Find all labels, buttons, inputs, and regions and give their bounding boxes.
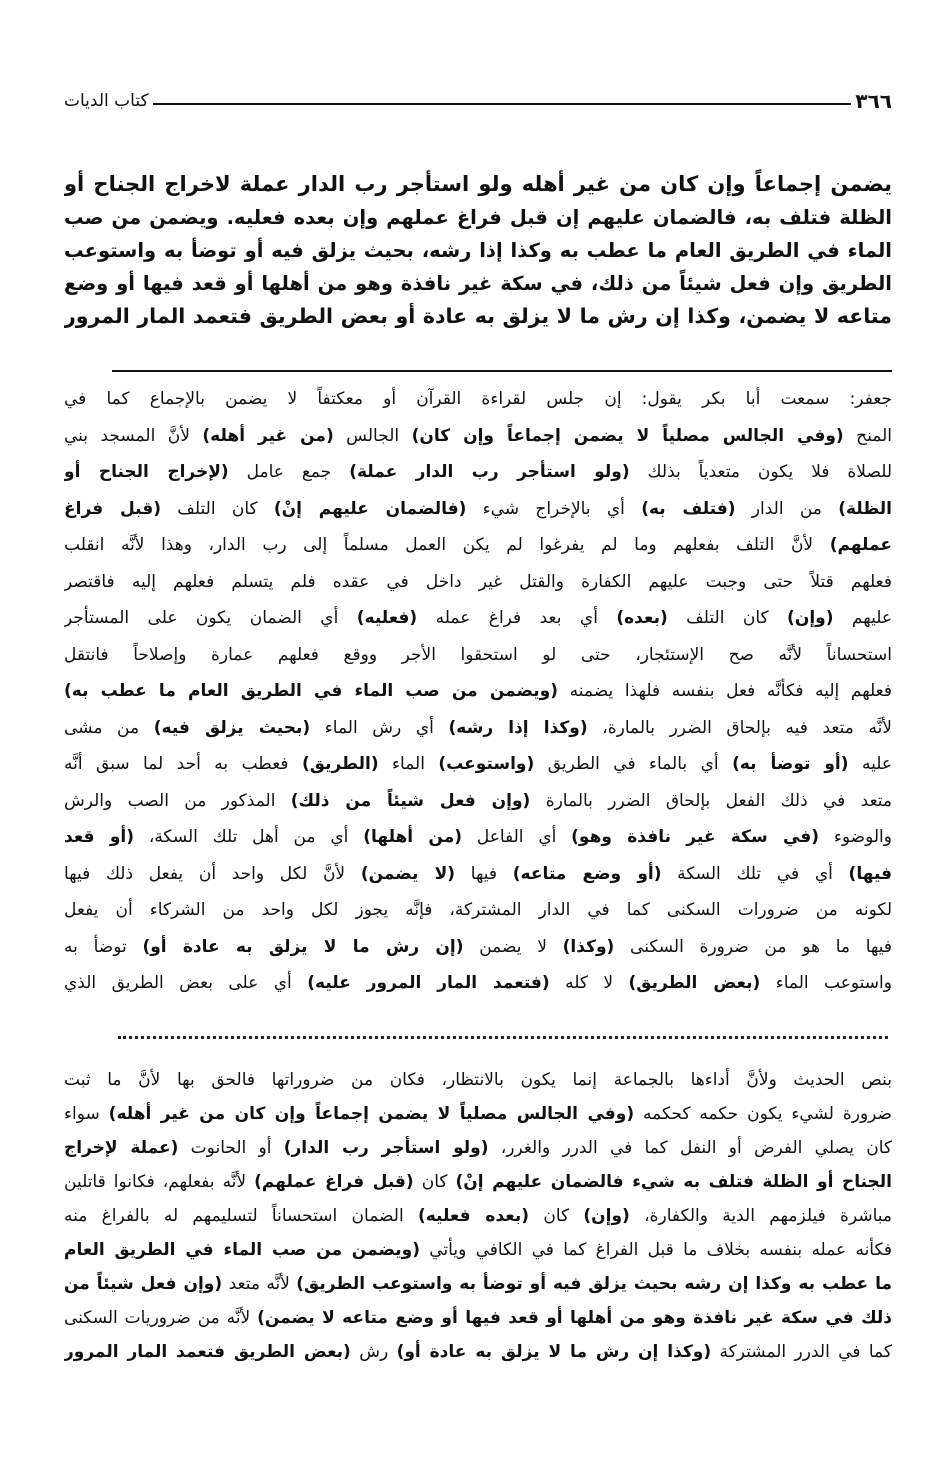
text-segment: لأنَّ المسجد بني: [64, 425, 203, 446]
text-line: [64, 819, 892, 856]
bold-segment: (وإن فعل شيئاً من: [64, 1274, 223, 1294]
bold-segment: الجناح أو الظلة فتلف به شيء فالضمان عليهم إنْ): [455, 1172, 892, 1192]
text-segment: كان التلف: [160, 498, 274, 519]
text-segment: متاعه لا يضمن، وكذا إن رش ما لا يزلق به عادة أو بعض الطريق فتعمد المار المرور: [64, 304, 892, 328]
bold-segment: (من غير أهله): [202, 425, 334, 446]
text-segment: المنح: [843, 425, 892, 446]
text-line: [64, 168, 892, 201]
text-segment: الطريق وإن فعل شيئاً من ذلك، في سكة غير نافذة وهو من أهلها أو قعد فيها أو وضع: [64, 272, 892, 295]
bold-segment: (لا يضمن): [360, 863, 456, 884]
text-segment: لأنَّه متعد فيه بإلحاق الضرر بالمارة،: [587, 717, 892, 738]
bold-segment: (فالضمان عليهم إنْ): [273, 498, 467, 519]
text-segment: كان التلف: [667, 608, 788, 628]
dotted-divider: [118, 1036, 888, 1039]
text-segment: فيها: [455, 863, 513, 884]
text-segment: رش: [350, 1342, 397, 1362]
text-segment: أو الحانوت: [178, 1138, 284, 1158]
book-title: كتاب الديات: [64, 91, 149, 111]
commentary-second: [64, 1063, 892, 1369]
text-line: [64, 637, 892, 674]
text-segment: واستوعب الماء: [760, 973, 892, 993]
bold-segment: (بعض الطريق): [628, 973, 761, 993]
bold-segment: الظلة): [838, 498, 892, 519]
text-segment: بنص الحديث ولأنَّ أداءها بالجماعة إنما يكون بالانتظار، فكان من ضروراتها فالحق بها لأنَّ ما ثبت: [64, 1070, 892, 1090]
bold-segment: (عملة لإخراج: [64, 1138, 179, 1158]
text-segment: أي الضمان يكون على المستأجر: [64, 608, 357, 628]
bold-segment: (بعض الطريق فتعمد المار المرور: [64, 1342, 351, 1362]
text-line: [64, 600, 892, 637]
bold-segment: (بعده فعليه): [417, 1206, 530, 1226]
text-segment: الماء: [378, 754, 439, 774]
text-segment: أي بالماء في الطريق: [534, 754, 733, 774]
text-segment: مباشرة فيلزمهم الدية والكفارة،: [629, 1206, 892, 1226]
text-segment: يضمن إجماعاً وإن كان من غير أهله ولو استأجر رب الدار عملة لاخراج الجناح أو: [64, 172, 892, 196]
text-segment: لا كله: [549, 973, 629, 993]
bold-segment: (ويضمن من صب الماء في الطريق العام: [64, 1240, 420, 1260]
text-segment: والوضوء: [819, 827, 892, 847]
text-line: [64, 491, 892, 528]
bold-segment: فيها): [848, 863, 892, 884]
bold-segment: (بحيث يزلق فيه): [153, 717, 311, 738]
bold-segment: (وفي الجالس مصلياً لا يضمن إجماعاً وإن كان من غير أهله): [108, 1104, 635, 1124]
text-line: [64, 381, 892, 418]
text-line: [64, 527, 892, 564]
text-segment: أي الفاعل: [462, 827, 572, 847]
bold-segment: (من أهلها): [363, 827, 463, 847]
text-segment: فيها ما هو من ضرورة السكنى: [614, 936, 892, 957]
bold-segment: (بعده): [616, 608, 668, 628]
text-segment: لأنَّه متعد: [222, 1274, 297, 1294]
bold-segment: (وكذا إن رش ما لا يزلق به عادة أو): [396, 1342, 712, 1362]
text-line: [64, 1233, 892, 1267]
text-line: [64, 929, 892, 966]
page-number: ٣٦٦: [855, 89, 892, 113]
bold-segment: (وإن): [583, 1206, 630, 1226]
text-segment: الماء في الطريق العام ما عطب به وكذا إذا رشه، بحيث يزلق فيه أو توضأ به واستوعب: [64, 239, 892, 262]
text-segment: أي بالإخراج شيء: [466, 498, 642, 519]
text-segment: الضمان استحساناً لتسليمهم له بالفراغ منه: [64, 1206, 418, 1226]
bold-segment: (وكذا): [562, 936, 615, 957]
text-line: [64, 201, 892, 234]
text-segment: أي من أهل تلك السكة،: [134, 827, 364, 847]
bold-segment: (وفي الجالس مصلياً لا يضمن إجماعاً وإن كان): [411, 425, 844, 446]
text-segment: توضأ به: [64, 936, 143, 957]
bold-segment: (الطريق): [302, 754, 379, 774]
bold-segment: (فعليه): [356, 608, 418, 628]
text-line: [64, 300, 892, 333]
text-line: [64, 1267, 892, 1301]
text-segment: فكأنه عمله بنفسه بخلاف ما قبل الفراغ كما في الكافي ويأتي: [419, 1240, 892, 1260]
bold-segment: (إن رش ما لا يزلق به عادة أو): [142, 936, 464, 957]
text-segment: لأنَّ لكل واحد أن يفعل ذلك فيها: [64, 863, 361, 884]
text-line: [64, 892, 892, 929]
bold-segment: ذلك في سكة غير نافذة وهو من أهلها أو قعد فيها أو وضع متاعه لا يضمن): [257, 1308, 892, 1328]
text-segment: كان: [529, 1206, 584, 1226]
bold-segment: (قبل فراغ: [64, 498, 161, 519]
text-segment: أي رش الماء: [310, 717, 449, 738]
text-segment: الظلة فتلف به، فالضمان عليهم إن قبل فراغ عملهم وإن بعده فعليه. ويضمن من صب: [64, 206, 892, 229]
bold-segment: (أو قعد: [64, 827, 135, 847]
bold-segment: (ولو استأجر رب الدار): [283, 1138, 489, 1158]
commentary-first: [64, 381, 892, 1002]
text-line: [64, 1199, 892, 1233]
text-segment: جمع عامل: [228, 462, 350, 482]
bold-segment: (وإن فعل شيئاً من ذلك): [290, 790, 531, 811]
text-segment: كان يصلي الفرض أو النفل كما في الدرر والغرر،: [488, 1138, 892, 1158]
text-line: [64, 418, 892, 455]
text-segment: من الدار: [735, 498, 839, 519]
text-segment: فعطب به أحد لما سبق أنَّه: [64, 754, 302, 774]
text-line: [64, 673, 892, 710]
text-line: [64, 965, 892, 1002]
text-segment: استحساناً لأنَّه صح الإستئجار، حتى لو استحقوا الأجر ووقع فعلهم عمارة وإصلاحاً فانتقل: [64, 644, 892, 665]
text-segment: متعد في ذلك الفعل بإلحاق الضرر بالمارة: [530, 790, 892, 811]
text-line: [64, 234, 892, 267]
text-segment: جعفر: سمعت أبا بكر يقول: إن جلس لقراءة القرآن أو معكتفاً لا يضمن بالإجماع كما في: [64, 389, 892, 409]
text-line: [64, 783, 892, 820]
bold-segment: (وكذا إذا رشه): [448, 717, 588, 738]
text-line: [64, 1131, 892, 1165]
text-segment: عليه: [848, 754, 892, 774]
bold-segment: (أو وضع متاعه): [512, 863, 662, 884]
bold-segment: (لإخراج الجناح أو: [64, 462, 229, 482]
text-line: [64, 1301, 892, 1335]
text-segment: كان: [413, 1172, 456, 1192]
text-line: [64, 746, 892, 783]
text-segment: عليهم: [833, 608, 892, 628]
text-segment: أي بعد فراغ عمله: [417, 608, 617, 628]
text-line: [64, 1063, 892, 1097]
text-segment: كما في الدرر المشتركة: [711, 1342, 892, 1362]
text-segment: ضرورة لشيء يكون حكمه كحكمه: [634, 1104, 892, 1124]
text-segment: أي على بعض الطريق الذي: [64, 973, 308, 993]
text-segment: فعلهم قتلاً حتى وجبت عليهم الكفارة والقتل غير داخل في عقده فلم يتسلم فعلهم إليه فاقتصر: [64, 571, 892, 592]
bold-segment: (ويضمن من صب الماء في الطريق العام ما عطب به): [64, 681, 559, 701]
text-line: [64, 267, 892, 300]
bold-segment: (واستوعب): [438, 754, 535, 774]
text-segment: سواء: [64, 1104, 109, 1124]
bold-segment: (فتلف به): [641, 498, 736, 519]
text-line: [64, 856, 892, 893]
text-segment: لأنَّه بفعلهم، فكانوا قاتلين: [64, 1172, 255, 1192]
bold-segment: (وإن): [787, 608, 834, 628]
text-segment: فعلهم إليه فكأنَّه فعل بنفسه فلهذا يضمنه: [558, 681, 892, 701]
bold-segment: (ولو استأجر رب الدار عملة): [349, 462, 630, 482]
text-line: [64, 1097, 892, 1131]
bold-segment: ما عطب به وكذا إن رشه بحيث يزلق فيه أو توضأ به واستوعب الطريق): [296, 1274, 892, 1294]
text-segment: لأنَّ التلف بفعلهم وما لم يفرغوا لم يكن العمل مسلماً إلى رب الدار، وهذا لأنَّه انقلب: [64, 535, 830, 555]
text-segment: من مشى: [64, 717, 154, 738]
text-segment: لكونه من ضرورات السكنى كما في الدار المشتركة، فإنَّه يجوز لكل واحد من الشركاء أن يفعل: [64, 900, 892, 920]
running-header: [64, 86, 892, 116]
bold-segment: (أو توضأ به): [732, 754, 849, 774]
text-segment: لأنَّه من ضروريات السكنى: [64, 1308, 258, 1328]
text-segment: المذكور من الصب والرش: [64, 790, 291, 811]
main-text: [64, 168, 892, 333]
bold-segment: (فتعمد المار المرور عليه): [307, 973, 550, 993]
bold-segment: (في سكة غير نافذة وهو): [571, 827, 820, 847]
text-segment: الجالس: [333, 425, 412, 446]
bold-segment: عملهم): [829, 535, 892, 555]
text-line: [64, 564, 892, 601]
text-line: [64, 1165, 892, 1199]
header-rule: [153, 103, 852, 105]
text-segment: لا يضمن: [463, 936, 563, 957]
text-line: [64, 710, 892, 747]
text-line: [64, 454, 892, 491]
section-divider: [112, 370, 892, 372]
text-segment: أي في تلك السكة: [661, 863, 849, 884]
text-segment: للصلاة فلا يكون متعدياً بذلك: [629, 462, 892, 482]
bold-segment: (قبل فراغ عملهم): [254, 1172, 414, 1192]
text-line: [64, 1335, 892, 1369]
